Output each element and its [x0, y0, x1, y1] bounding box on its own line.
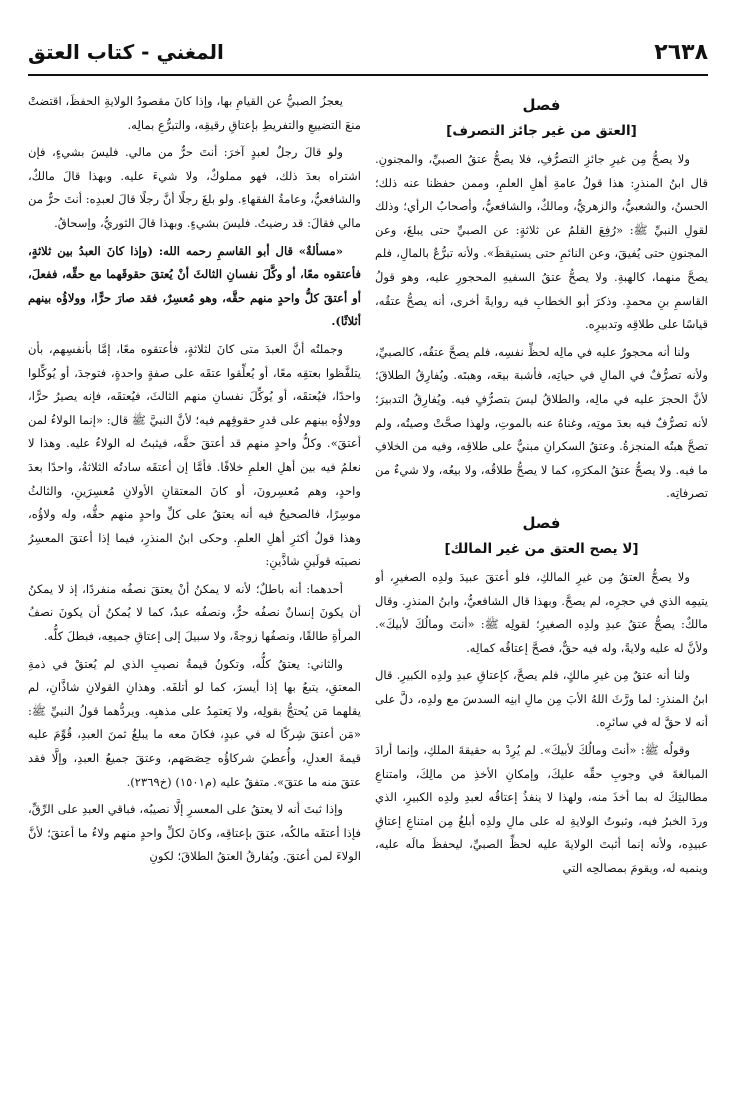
paragraph: أحدهما: أنه باطلٌ؛ لأنه لا يمكنُ أنْ يعتقَ نصفُه منفردًا، إذ لا يمكنُ أن يكونَ إنسانٌ نصفُه حرٌّ، ونصفُه عبدٌ، كما لا يُمكنُ أن يكونَ نصفُ المرأةِ طالقًا، ونصفُها زوجةً، ولا سبيلَ إلى إعتاقِ جميعِه، فبطلَ كلُّه. [28, 581, 361, 644]
paragraph: وجملتُه أنَّ العبدَ متى كانَ لثلاثةٍ، فأعتقوه معًا، إمَّا بأنفسِهم، بأن يتلفَّظوا بعتقِه معًا، أو يُعلِّقوا عتقَه على صفةٍ واحدةٍ، فتوجدَ، أو يُوكِّلوا واحدًا، فيُعتقَه، أو يُوكِّلَ نفسانِ منهم الثالثَ، فيُعتقَه، فإنه يصيرُ حرًّا، وولاؤُه بينهم على قدرِ حقوقِهم فيه؛ لأنَّ النبيَّ ﷺ قال: «إنما الولاءُ لمن أعتقَ». وكلُّ واحدٍ منهم قد أعتقَ حقَّه، فيثبتُ له الولاءُ عليه. وهذا لا نعلمُ فيه بين أهلِ العلمِ خلافًا. فأمَّا إن أعتقَه سادتُه الثلاثةُ، واحدًا بعدَ واحدٍ، وهم مُعسِرونَ، أو كانَ المعتقانِ الأولانِ مُعسِرَينِ، والثالثُ موسِرًا، فالصحيحُ فيه أنه يعتقُ على كلِّ واحدٍ منهم حقُّه، وله ولاؤُه، وهذا قولُ أكثرِ أهلِ العلمِ. وحكى ابنُ المنذرِ، فيما إذا أعتقَ المعسِرُ نصيبَه قولَينِ شاذَّينِ: [28, 341, 361, 569]
section-heading: فصل [522, 513, 561, 532]
paragraph: وقولُه ﷺ: «أنتَ ومالُكَ لأبيكَ». لم يُرِدْ به حقيقةَ الملكِ، وإنما أرادَ المبالغةَ في وجوبِ حقِّه عليكَ، وإمكانِ الأخذِ من مالِكَ، وامتناعِ مطالبتِكَ له بما أخذَ منه، ولهذا لا ينفذُ إعتاقُه لعبدِ ولدِه الكبيرِ، الذي وردَ الخبرُ فيه، وثبوتُ الولايةِ له على مالِ ولدِه أبلغُ مِن امتناعِ إعتاقِ عبيدِه، ولأنه إنما أثبتَ الولايةَ عليه لحظِّ الصبيِّ، ليحفظَ مالَه عليه، وينميه له، ويقومَ بمصالحِه التي [375, 743, 708, 876]
paragraph: ولا يصحُّ العتقُ مِن غيرِ المالكِ، فلو أعتقَ عبيدَ ولدِه الصغيرِ، أو يتيمِه الذي في حجرِه، لم يصحَّ. وبهذا قال الشافعيُّ، وابنُ المنذرِ. وقال مالكٌ: يصحُّ عتقُ عبدِ ولدِه الصغيرِ؛ لقولِه ﷺ: «أنتَ ومالُكَ لأبيكَ». ولأنَّ له عليه ولايةً، وله فيه حقٌّ، فصحَّ إعتاقُه كمالِه. [375, 569, 708, 655]
paragraph: والثاني: يعتقُ كلُّه، وتكونُ قيمةُ نصيبِ الذي لم يُعتقْ في ذمةِ المعتقِ، يتبعُ بها إذا أيسرَ، كما لو أتلفَه. وهذانِ القولانِ شاذَّانِ، لم يقلهما مَن يُحتجُّ بقولِه، ولا يَعتمِدُ على مذهبِه. ويردُّهما قولُ النبيِّ ﷺ: «مَن أعتقَ شِركًا له في عبدٍ، فكانَ معه ما يبلغُ ثمنَ العبدِ، قُوِّمَ عليه قيمةَ العدلِ، وأُعطيَ شركاؤُه حِصَصَهم، وعتقَ جميعُ العبدِ، وإلَّا فقد عتقَ منه ما عتقَ». متفقٌ عليه (م١٥٠١) (خ٢٣٦٩). [28, 656, 361, 789]
paragraph: ولو قالَ رجلٌ لعبدٍ آخرَ: أنتَ حرٌّ من مالي. فليسَ بشيءٍ، فإن اشتراه بعدَ ذلك، فهو مملوكٌ، ولا شيءَ عليه. وبهذا قالَ مالكٌ، والشافعيُّ، وعامةُ الفقهاءِ. ولو بلغَ رجلًا أنَّ رجلًا قالَ لعبدِه: أنتَ حرٌّ من مالي فقالَ: قد رضيتُ. فليسَ بشيءٍ. وبهذا قالَ الثوريُّ، وإسحاقُ. [28, 145, 361, 230]
masala-paragraph [28, 240, 361, 334]
masala-text: قال أبو القاسمِ رحمه الله: (وإذا كانَ العبدُ بين ثلاثةٍ، فأعتقوه معًا، أو وكَّلَ نفسانِ الثالثَ أنْ يُعتقَ حقوقَهما مع حقِّه، ففعلَ، أو أعتقَ كلُّ واحدٍ منهم حقَّه، وهو مُعسِرٌ، فقد صارَ حرًّا، وولاؤُه بينهم أثلاثًا). [28, 243, 361, 329]
page-header [28, 36, 708, 72]
running-title: المغني - كتاب العتق [28, 40, 224, 64]
paragraph: ولنا أنه عتقٌ مِن غيرِ مالكٍ، فلم يصحَّ، كإعتاقِ عبدِ ولدِه الكبيرِ. قال ابنُ المنذرِ: لما ورَّثَ اللهُ الأبَ مِن مالِ ابنِه السدسَ مع ولدِه، دلَّ على أنه لا حقَّ له في سائرِه. [375, 668, 708, 730]
section-subheading: [لا يصح العتق من غير المالك] [444, 540, 639, 557]
section-subheading: [العتق من غير جائز التصرف] [446, 123, 637, 139]
paragraph: يعجزُ الصبيُّ عن القيامِ بها، وإذا كانَ مقصودُ الولايةِ الحفظَ، اقتضتْ منعَ التضييعِ والتفريطِ بإعتاقِ رقيقِه، والتبرُّعِ بمالِه. [28, 94, 361, 132]
text-columns [28, 90, 708, 1087]
right-column [375, 90, 708, 1087]
paragraph: وإذا ثبتَ أنه لا يعتقُ على المعسرِ إلَّا نصيبُه، فباقي العبدِ على الرِّقِّ، فإذا أعتقَه مالكُه، عتقَ بإعتاقِه، وكانَ لكلِّ واحدٍ منهم ولاءُ ما أعتقَ؛ لأنَّ الولاءَ لمن أعتقَ. ويُفارقُ العتقُ الطلاقَ؛ لكونِ [28, 802, 361, 864]
paragraph: ولنا أنه محجورٌ عليه في مالِه لحظِّ نفسِه، فلم يصحَّ عتقُه، كالصبيِّ، ولأنه تصرُّفٌ في المالِ في حياتِه، فأشبهَ بيعَه، وهبتَه. ويُفارِقُ الطلاقَ؛ لأنَّ الحجرَ عليه في مالِه، والطلاقُ ليسَ بتصرُّفٍ فيه. ويُفارِقُ التدبيرَ؛ لأنه تصرُّفٌ فيه بعدَ موتِه، وغناهُ عنه بالموتِ، ولهذا صحَّتْ وصيتُه، ولم تصحَّ هبتُه المنجزةُ. وعتقُ السكرانِ مبنيٌّ على طلاقِه، وفيه من الخلافِ ما فيه. ولا يصحُّ عتقُ المكرَهِ، كما لا يصحُّ طلاقُه، ولا بيعُه، ولا شيءٌ من تصرفاتِه. [375, 344, 708, 501]
paragraph: ولا يصحُّ مِن غيرِ جائزِ التصرُّفِ، فلا يصحُّ عتقُ الصبيِّ، والمجنونِ. قال ابنُ المنذرِ: هذا قولُ عامةِ أهلِ العلمِ، وممن حفظنا عنه ذلك؛ الحسنُ، والشعبيُّ، والزهريُّ، ومالكٌ، والشافعيُّ، وأصحابُ الرأي؛ وذلك لقولِ النبيِّ ﷺ: «رُفِعَ القلمُ عن ثلاثةٍ: عن الصبيِّ حتى يبلغَ، وعن المجنونِ حتى يُفيقَ، وعن النائمِ حتى يستيقظَ». ولأنه تبرُّعٌ بالمالِ، فلم يصحَّ منهما، كالهبةِ. ولا يصحُّ عتقُ السفيهِ المحجورِ عليه، وهو قولُ القاسمِ بنِ محمدٍ. وذكرَ أبو الخطابِ فيه روايةً أخرى، أنه يصحُّ عتقُه، قياسًا على طلاقِه وتدبيرِه. [375, 152, 708, 332]
masala-label: «مسألةٌ» [298, 243, 344, 258]
page-number: ٢٦٣٨ [654, 40, 708, 65]
left-column [28, 90, 361, 1087]
section-heading: فصل [522, 96, 561, 114]
header-rule [28, 74, 708, 76]
